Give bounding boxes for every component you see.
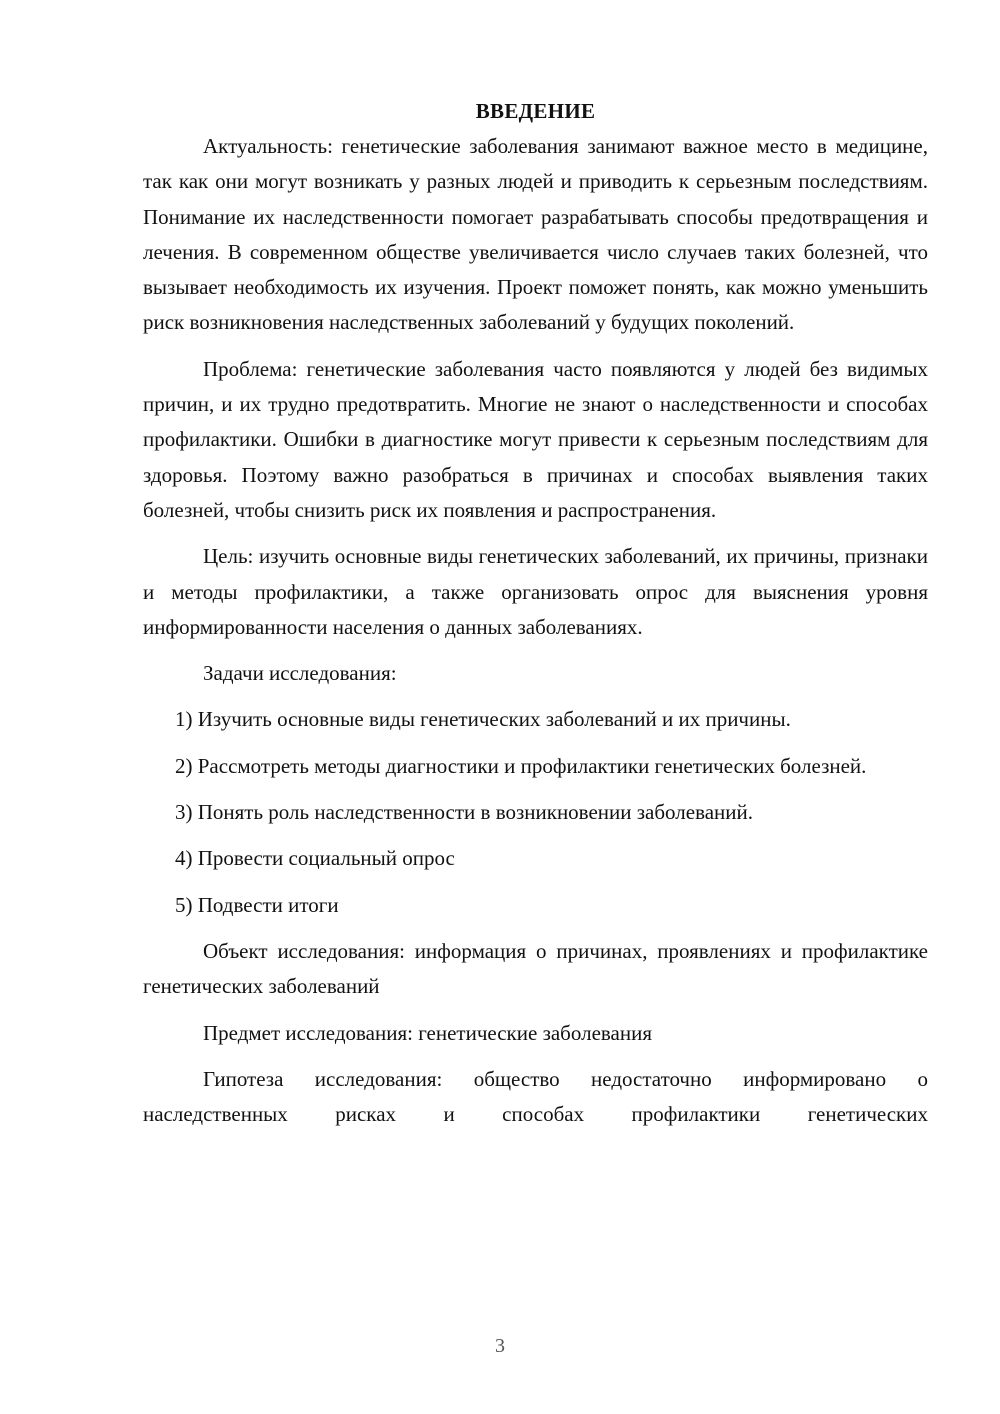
task-item: 5) Подвести итоги	[175, 892, 339, 917]
paragraph-hypothesis: Гипотеза исследования: общество недостаточно информировано о наследственных рисках и способах профилактики генетических	[143, 1066, 928, 1127]
paragraph-subject: Предмет исследования: генетические заболевания	[203, 1020, 652, 1045]
document-page	[143, 94, 928, 1143]
paragraph-problem: Проблема: генетические заболевания часто появляются у людей без видимых причин, и их трудно предотвратить. Многие не знают о наследственности и способах профилактики. Ошибки в диагностике могут привести к серьезным последствиям для здоровья. Поэтому важно разобраться в причинах и способах выявления таких болезней, чтобы снизить риск их появления и распространения.	[143, 356, 928, 522]
task-item: 4) Провести социальный опрос	[175, 846, 455, 871]
section-title: ВВЕДЕНИЕ	[475, 99, 596, 123]
paragraph-relevance: Актуальность: генетические заболевания занимают важное место в медицине, так как они могут возникать у разных людей и приводить к серьезным последствиям. Понимание их наследственности помогает разрабатывать способы предотвращения и лечения. В современном обществе увеличивается число случаев таких болезней, что вызывает необходимость их изучения. Проект поможет понять, как можно уменьшить риск возникновения наследственных заболеваний у будущих поколений.	[143, 134, 928, 335]
tasks-heading: Задачи исследования:	[203, 661, 397, 686]
paragraph-goal: Цель: изучить основные виды генетических заболеваний, их причины, признаки и методы профилактики, а также организовать опрос для выяснения уровня информированности населения о данных заболеваниях.	[143, 544, 928, 639]
paragraph-object: Объект исследования: информация о причинах, проявлениях и профилактике генетических заболеваний	[143, 938, 928, 999]
task-item: 3) Понять роль наследственности в возникновении заболеваний.	[175, 800, 754, 825]
page-number: 3	[495, 1335, 505, 1357]
task-item: 2) Рассмотреть методы диагностики и профилактики генетических болезней.	[175, 753, 867, 778]
task-item: 1) Изучить основные виды генетических заболеваний и их причины.	[175, 707, 791, 732]
